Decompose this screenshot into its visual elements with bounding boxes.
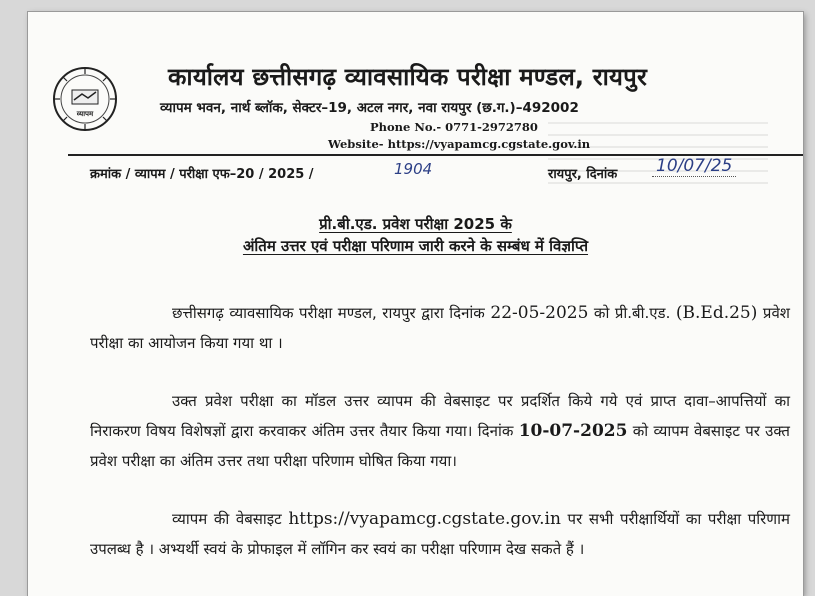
date-label: रायपुर, दिनांक (548, 167, 618, 182)
office-address: व्यापम भवन, नार्थ ब्लॉक, सेक्टर–19, अटल नगर, नवा रायपुर (छ.ग.)–492002 (160, 100, 579, 116)
reference-row (90, 156, 790, 188)
result-date: 10-07-2025 (518, 421, 628, 441)
paragraph-3: व्यापम की वेबसाइट https://vyapamcg.cgstate.gov.in पर सभी परीक्षार्थियों का परीक्षा परिणाम उपलब्ध है । अभ्यर्थी स्वयं के प्रोफाइल में लॉगिन कर स्वयं का परीक्षा परिणाम देख सकते हैं । (90, 509, 790, 558)
subject-line-2: अंतिम उत्तर एवं परीक्षा परिणाम जारी करने के सम्बंध में विज्ञप्ति (242, 237, 589, 255)
subject-line-1: प्री.बी.एड. प्रवेश परीक्षा 2025 के (319, 215, 512, 233)
office-phone: Phone No.- 0771-2972780 (370, 120, 538, 134)
exam-code: (B.Ed.25) (675, 303, 758, 323)
vyapam-logo-icon (52, 66, 118, 132)
handwritten-reference-number: 1904 (394, 160, 433, 178)
reference-label: क्रमांक / व्यापम / परीक्षा एफ–20 / 2025 / (90, 167, 314, 182)
paragraph-2: उक्त प्रवेश परीक्षा का मॉडल उत्तर व्यापम की वेबसाइट पर प्रदर्शित किये गये एवं प्राप्त दावा–आपत्तियों का निराकरण विषय विशेषज्ञों द्वारा करवाकर अंतिम उत्तर तैयार किया गया। दिनांक 10-07-2025 को व्यापम वेबसाइट पर उक्त प्रवेश परीक्षा का अंतिम उत्तर तथा परीक्षा परिणाम घोषित किया गया। (90, 392, 790, 470)
exam-date: 22-05-2025 (490, 303, 589, 323)
handwritten-date: 10/07/25 (652, 156, 736, 177)
paragraph-1: छत्तीसगढ़ व्यावसायिक परीक्षा मण्डल, रायपुर द्वारा दिनांक 22-05-2025 को प्री.बी.एड. (B.Ed.25) प्रवेश परीक्षा का आयोजन किया गया था । (90, 303, 790, 352)
office-title: कार्यालय छत्तीसगढ़ व्यावसायिक परीक्षा मण्डल, रायपुर (168, 63, 647, 91)
office-website: Website- https://vyapamcg.cgstate.gov.in (328, 137, 591, 151)
logo-text: व्यापम (76, 110, 94, 118)
website-url: https://vyapamcg.cgstate.gov.in (288, 509, 561, 529)
document-page (28, 12, 803, 596)
